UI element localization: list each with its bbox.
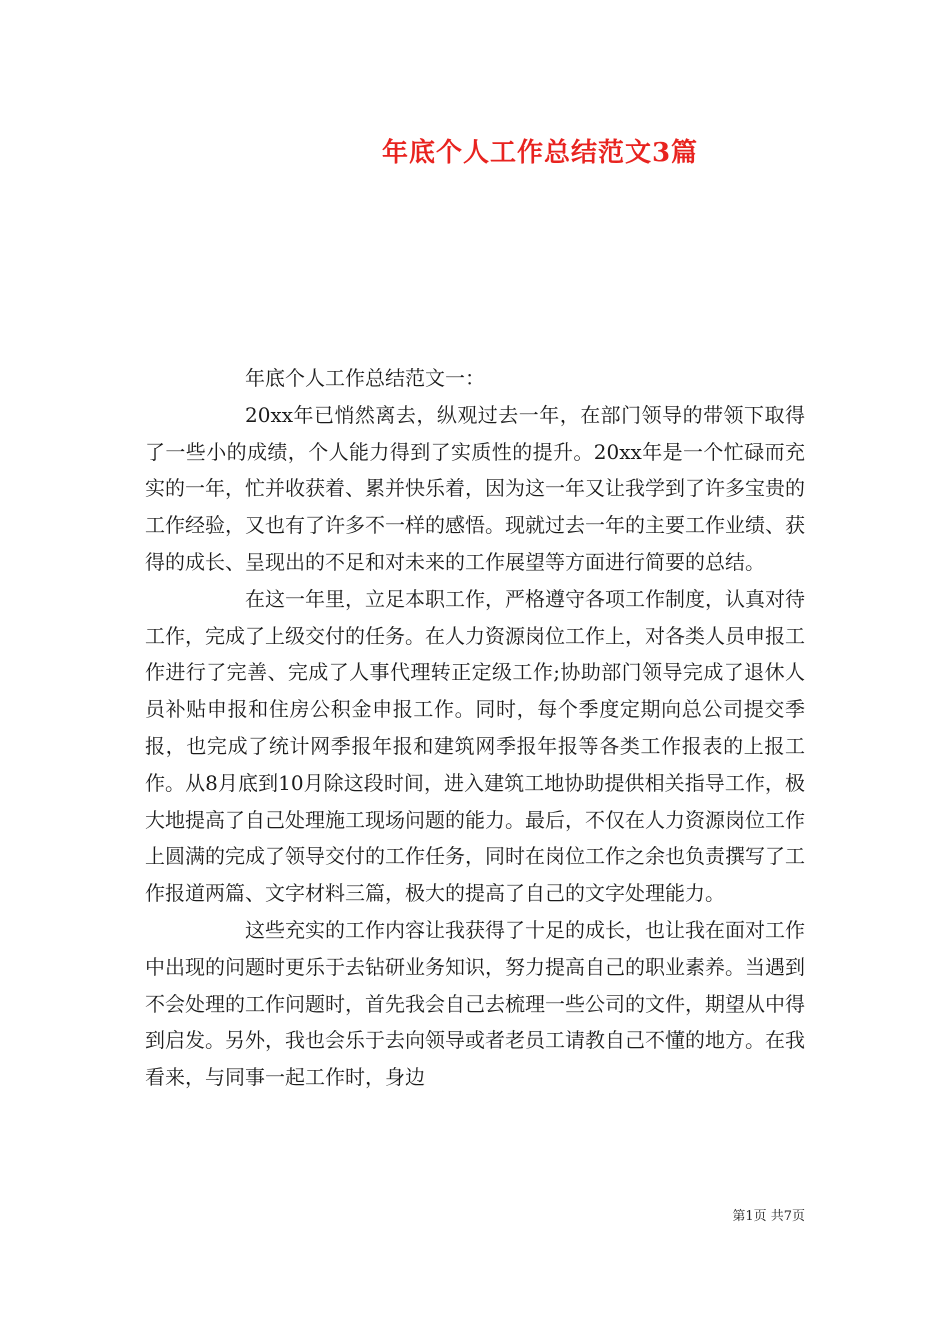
document-body <box>145 360 805 1096</box>
document-title: 年底个人工作总结范文3篇 <box>381 138 699 168</box>
paragraph-2: 在这一年里，立足本职工作，严格遵守各项工作制度，认真对待工作，完成了上级交付的任务。在人力资源岗位工作上，对各类人员申报工作进行了完善、完成了人事代理转正定级工作;协助部门领导完成了退休人员补贴申报和住房公积金申报工作。同时，每个季度定期向总公司提交季报，也完成了统计网季报年报和建筑网季报年报等各类工作报表的上报工作。从8月底到10月除这段时间，进入建筑工地协助提供相关指导工作，极大地提高了自己处理施工现场问题的能力。最后，不仅在人力资源岗位工作上圆满的完成了领导交付的工作任务，同时在岗位工作之余也负责撰写了工作报道两篇、文字材料三篇，极大的提高了自己的文字处理能力。 <box>145 586 805 906</box>
paragraph-1: 20xx年已悄然离去，纵观过去一年，在部门领导的带领下取得了一些小的成绩，个人能力得到了实质性的提升。20xx年是一个忙碌而充实的一年，忙并收获着、累并快乐着，因为这一年又让我学到了许多宝贵的工作经验，又也有了许多不一样的感悟。现就过去一年的主要工作业绩、获得的成长、呈现出的不足和对未来的工作展望等方面进行简要的总结。 <box>145 402 805 574</box>
section-heading: 年底个人工作总结范文一： <box>245 366 485 390</box>
page-number-footer: 第1页 共7页 <box>732 1209 805 1224</box>
paragraph-3: 这些充实的工作内容让我获得了十足的成长，也让我在面对工作中出现的问题时更乐于去钻研业务知识，努力提高自己的职业素养。当遇到不会处理的工作问题时，首先我会自己去梳理一些公司的文件，期望从中得到启发。另外，我也会乐于去向领导或者老员工请教自己不懂的地方。在我看来，与同事一起工作时，身边 <box>145 917 805 1090</box>
